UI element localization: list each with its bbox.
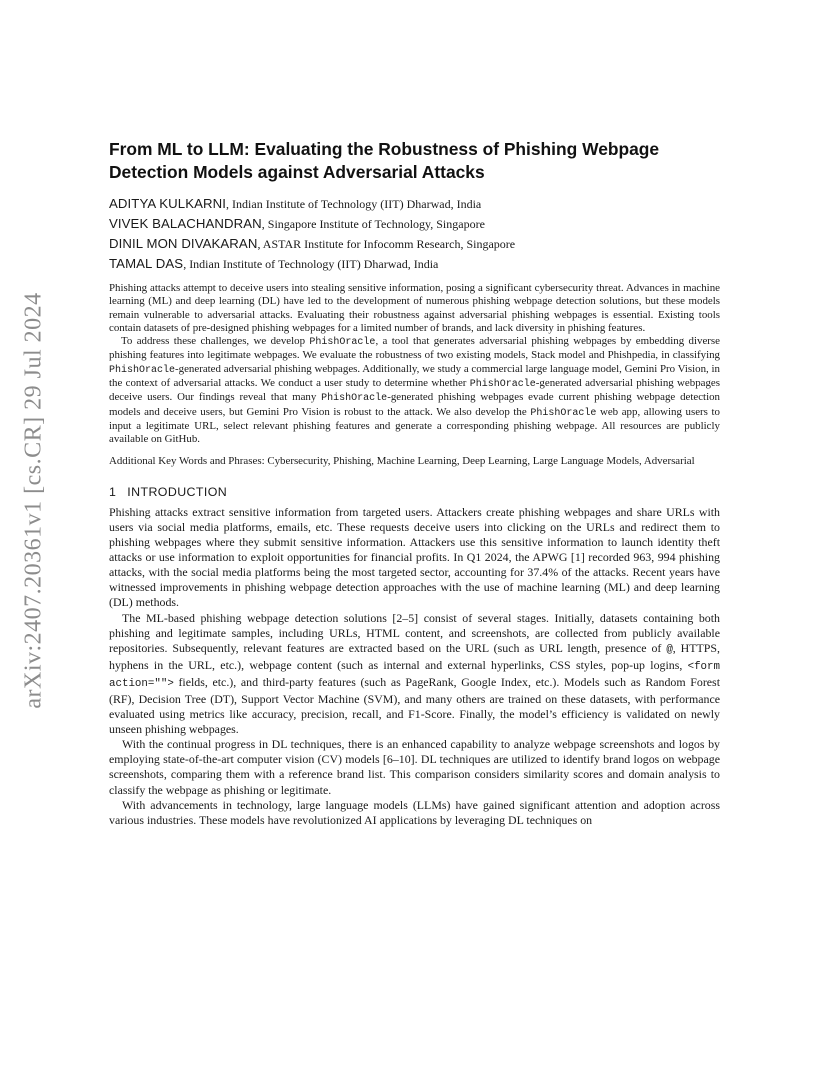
body-text: , HTTPS, hyphens in the URL, etc.), webpage content (such as internal and external hyperlinks, CSS styles, pop-up logins, bbox=[109, 640, 720, 672]
author-name: DINIL MON DIVAKARAN bbox=[109, 236, 258, 251]
body-text: The ML-based phishing webpage detection solutions [2–5] consist of several stages. Initially, datasets containing both phishing and legitimate samples, including URLs, HTML content, and screenshots, are collected from publicly available repositories. Subsequently, relevant features are extracted based on the URL (such as URL length, presence of bbox=[109, 610, 720, 655]
author-affiliation: , Singapore Institute of Technology, Singapore bbox=[261, 217, 485, 231]
tool-name-code: PhishOracle bbox=[530, 407, 597, 419]
author-name: TAMAL DAS bbox=[109, 256, 184, 271]
body-text: fields, etc.), and third-party features (such as PageRank, Google Index, etc.). Models such as Random Forest (RF), Decision Tree (DT), Support Vector Machine (SVM), and many others are trained on these datasets, with performance evaluated using metrics like accuracy, precision, recall, and F1-Score. Finally, the model’s efficiency is validated on newly unseen phishing webpages. bbox=[109, 674, 720, 737]
arxiv-identifier-stamp bbox=[12, 291, 56, 709]
arxiv-identifier-text: arXiv:2407.20361v1 [cs.CR] 29 Jul 2024 bbox=[20, 291, 47, 709]
abstract-text: -generated adversarial phishing webpages. Additionally, we study a commercial large language model, Gemini Pro Vision, in the context of adversarial attacks. We conduct a user study to determine whether bbox=[109, 362, 720, 390]
author-affiliation: , Indian Institute of Technology (IIT) Dharwad, India bbox=[226, 197, 482, 211]
section-number: 1 bbox=[109, 484, 117, 499]
paper-title: From ML to LLM: Evaluating the Robustness of Phishing Webpage Detection Models against Adversarial Attacks bbox=[109, 139, 660, 182]
inline-code: <form action=""> bbox=[109, 660, 720, 690]
author-name: VIVEK BALACHANDRAN bbox=[109, 216, 262, 231]
body-paragraph: With advancements in technology, large language models (LLMs) have gained significant attention and adoption across various industries. These models have revolutionized AI applications by leveraging DL techniques on bbox=[109, 797, 720, 827]
author-entry bbox=[109, 254, 720, 274]
paper-content bbox=[109, 138, 720, 828]
tool-name-code: PhishOracle bbox=[309, 337, 376, 349]
author-entry bbox=[109, 194, 720, 214]
abstract bbox=[109, 282, 720, 447]
body-paragraph: Phishing attacks extract sensitive information from targeted users. Attackers create phishing webpages and share URLs with users via social media platforms, emails, etc. These requests deceive users into clicking on the URLs and redirect them to phishing webpages where they submit sensitive information. Attackers use this sensitive information to launch identity theft attacks or use information to exploit opportunities for financial profits. In Q1 2024, the APWG [1] recorded 963, 994 phishing attacks, with the social media platforms being the most targeted sector, accounting for 37.4% of the attacks. Recent years have witnessed improvements in phishing webpage detection approaches with the use of machine learning (ML) and deep learning (DL) methods. bbox=[109, 504, 720, 610]
section-body bbox=[109, 505, 720, 828]
keywords: Additional Key Words and Phrases: Cybersecurity, Phishing, Machine Learning, Deep Learning, Large Language Models, Adversarial bbox=[109, 454, 695, 467]
author-affiliation: , ASTAR Institute for Infocomm Research, Singapore bbox=[257, 237, 516, 251]
tool-name-code: PhishOracle bbox=[321, 393, 388, 405]
abstract-paragraph bbox=[109, 335, 720, 446]
body-paragraph: With the continual progress in DL techniques, there is an enhanced capability to analyze webpage screenshots and logos by employing state-of-the-art computer vision (CV) models [6–10]. DL techniques are utilized to identify brand logos on webpage screenshots, comparing them with a reference brand list. This comparison considers similarity scores and domain analysis to classify the webpage as phishing or legitimate. bbox=[109, 737, 720, 797]
body-paragraph bbox=[109, 611, 720, 738]
abstract-text: web app, allowing users to input a legitimate URL, select relevant phishing features and generate a corresponding phishing webpage. All resources are publicly available on GitHub. bbox=[109, 405, 720, 446]
author-entry bbox=[109, 214, 720, 234]
abstract-text: -generated phishing webpages evade current phishing webpage detection models and deceive users, but Gemini Pro Vision is robust to the attack. We also develop the bbox=[109, 391, 720, 418]
section-title: INTRODUCTION bbox=[127, 484, 228, 499]
author-affiliation: , Indian Institute of Technology (IIT) Dharwad, India bbox=[183, 257, 439, 271]
abstract-text: To address these challenges, we develop bbox=[121, 335, 310, 348]
tool-name-code: PhishOracle bbox=[109, 364, 176, 376]
abstract-text: -generated adversarial phishing webpages deceive users. Our findings reveal that many bbox=[109, 377, 720, 404]
author-list bbox=[109, 194, 720, 274]
section-heading bbox=[109, 484, 720, 500]
inline-code: @ bbox=[666, 643, 673, 656]
author-entry bbox=[109, 234, 720, 254]
author-name: ADITYA KULKARNI bbox=[109, 196, 227, 211]
tool-name-code: PhishOracle bbox=[469, 379, 536, 391]
abstract-paragraph: Phishing attacks attempt to deceive users into stealing sensitive information, posing a significant cybersecurity threat. Advances in machine learning (ML) and deep learning (DL) have led to the development of numerous phishing webpage detection solutions, but these models remain vulnerable to adversarial attacks. Evaluating their robustness against adversarial phishing webpages is essential. Existing tools contain datasets of pre-designed phishing webpages for a limited number of brands, and lack diversity in phishing features. bbox=[109, 282, 720, 334]
abstract-text: , a tool that generates adversarial phishing webpages by embedding diverse phishing features into legitimate webpages. We evaluate the robustness of two existing models, Stack model and Phishpedia, in classifying bbox=[109, 335, 720, 362]
